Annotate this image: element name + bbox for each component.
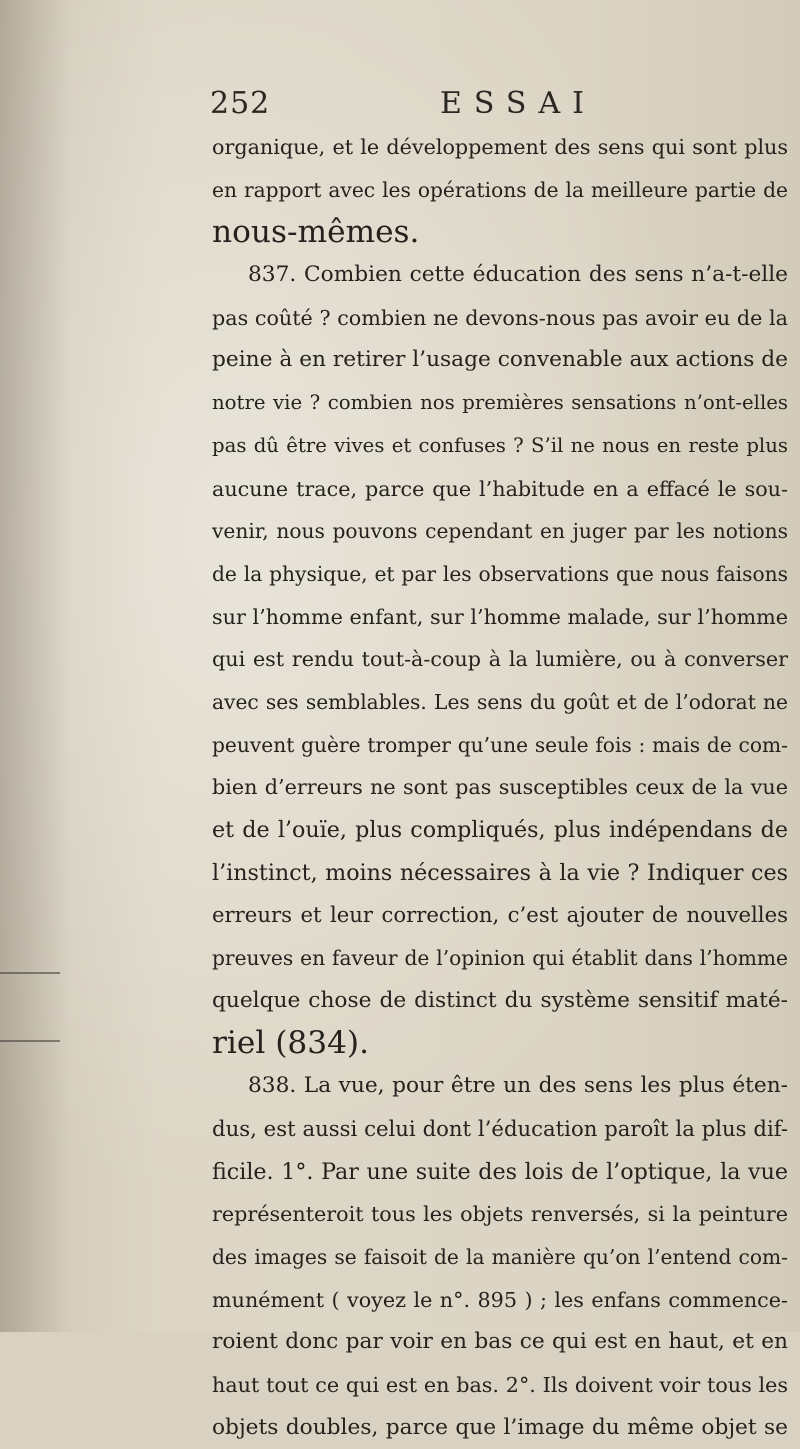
text-line: quelque chose de distinct du système sensitif maté-	[212, 987, 788, 1013]
text-line: roient donc par voir en bas ce qui est en haut, et en	[212, 1329, 788, 1355]
text-line: bien d’erreurs ne sont pas susceptibles ceux de la vue	[212, 775, 788, 800]
text-line: l’instinct, moins nécessaires à la vie ? Indiquer ces	[212, 859, 788, 886]
text-line: et de l’ouïe, plus compliqués, plus indépendans de	[212, 817, 788, 843]
text-line: pas coûté ? combien ne devons-nous pas avoir eu de la	[212, 305, 788, 330]
text-line: peine à en retirer l’usage convenable aux actions de	[212, 347, 788, 373]
margin-bleed-mark	[0, 972, 60, 974]
text-line: sur l’homme enfant, sur l’homme malade, sur l’homme	[212, 604, 788, 629]
text-line: venir, nous pouvons cependant en juger par les notions	[212, 519, 788, 544]
text-line: en rapport avec les opérations de la meilleure partie de	[212, 177, 788, 202]
text-line: représenteroit tous les objets renversés, si la peinture	[212, 1202, 788, 1227]
text-line: riel (834).	[212, 1025, 370, 1062]
text-line: munément ( voyez le n°. 895 ) ; les enfans commence-	[212, 1287, 788, 1312]
text-line: nous-mêmes.	[212, 214, 420, 251]
text-line: avec ses semblables. Les sens du goût et de l’odorat ne	[212, 689, 788, 714]
running-title: ESSAI	[440, 86, 596, 121]
text-line: preuves en faveur de l’opinion qui établit dans l’homme	[212, 946, 788, 971]
text-line: haut tout ce qui est en bas. 2°. Ils doivent voir tous les	[212, 1372, 788, 1397]
text-line: qui est rendu tout-à-coup à la lumière, ou à converser	[212, 647, 788, 672]
text-line: aucune trace, parce que l’habitude en a effacé le sou-	[212, 476, 788, 501]
gutter-shadow	[0, 0, 70, 1332]
page-header	[210, 86, 680, 126]
text-line: organique, et le développement des sens qui sont plus	[212, 135, 788, 159]
text-line: notre vie ? combien nos premières sensations n’ont-elles	[212, 391, 788, 415]
text-line: peuvent guère tromper qu’une seule fois : mais de com-	[212, 732, 788, 757]
text-line: 838. La vue, pour être un des sens les plus éten-	[248, 1073, 788, 1099]
body-text	[212, 126, 788, 1449]
text-line: erreurs et leur correction, c’est ajouter de nouvelles	[212, 902, 788, 928]
text-line: dus, est aussi celui dont l’éducation paroît la plus dif-	[212, 1115, 788, 1141]
text-line: 837. Combien cette éducation des sens n’a-t-elle	[248, 262, 788, 288]
page-number: 252	[210, 86, 271, 121]
text-line: ficile. 1°. Par une suite des lois de l’optique, la vue	[212, 1158, 788, 1185]
text-line: des images se faisoit de la manière qu’on l’entend com-	[212, 1244, 788, 1269]
text-line: objets doubles, parce que l’image du même objet se	[212, 1414, 788, 1440]
text-line: de la physique, et par les observations que nous faisons	[212, 561, 788, 586]
margin-bleed-mark	[0, 1040, 60, 1042]
text-line: pas dû être vives et confuses ? S’il ne nous en reste plus	[212, 433, 788, 457]
